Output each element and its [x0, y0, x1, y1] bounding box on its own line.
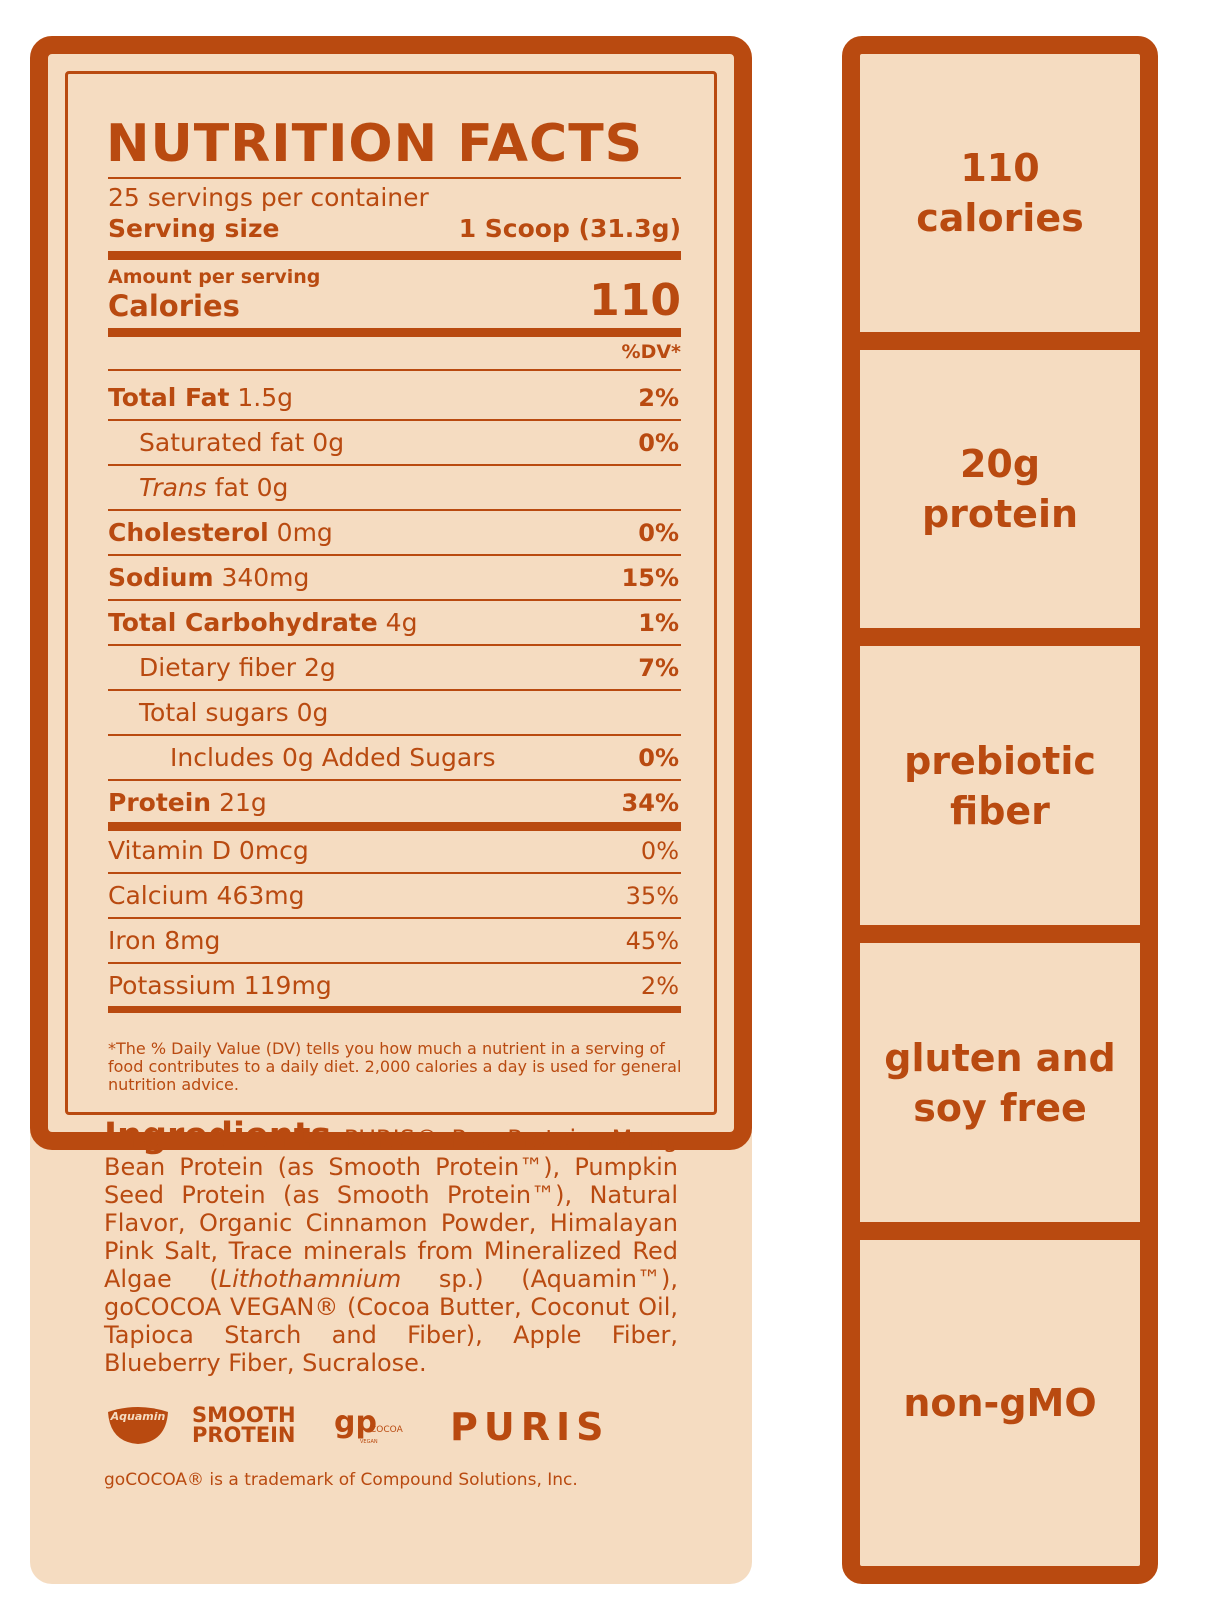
footer-thick-rule	[108, 1006, 681, 1013]
dv-footnote: *The % Daily Value (DV) tells you how much a nutrient in a serving of food contributes to a daily diet. 2,000 calories a day is used for general nutrition advice.	[108, 1039, 682, 1094]
claim-line1: non-gMO	[903, 1381, 1097, 1425]
nutrient-dv: 2%	[638, 384, 679, 412]
nutrient-name: Vitamin D 0mcg	[108, 836, 309, 865]
nutrient-row-protein	[108, 780, 681, 823]
puris-logo: PURIS	[450, 1405, 610, 1449]
nutrient-amount: 0mg	[276, 518, 333, 547]
ingredients-text-part2: sp.) (Aquamin™), goCOCOA VEGAN® (Cocoa Butter, Coconut Oil, Tapioca Starch and Fiber), Apple Fiber, Blueberry Fiber, Sucralose.	[104, 1265, 678, 1377]
nutrient-name: Sodium	[108, 563, 214, 592]
nutrient-dv: 1%	[638, 609, 679, 637]
nutrient-dv: 15%	[621, 564, 679, 592]
claim-divider	[860, 628, 1140, 646]
nutrient-row-added-sugars	[108, 735, 681, 781]
nutrient-amount: 340mg	[221, 563, 310, 592]
serving-thick-rule	[108, 251, 681, 260]
title-rule	[108, 177, 681, 179]
claim-prebiotic-fiber	[860, 646, 1140, 925]
serving-size-label: Serving size	[108, 214, 280, 243]
gococoa-mark: gp	[334, 1405, 377, 1440]
nutrient-name: Calcium 463mg	[108, 881, 305, 910]
dv-rule	[108, 369, 681, 371]
ingredients-text-italic: Lithothamnium	[218, 1265, 402, 1293]
nutrient-row-cholesterol	[108, 510, 681, 556]
nutrient-row-sodium	[108, 555, 681, 601]
nutrient-dv: 0%	[638, 429, 679, 457]
nutrient-dv: 0%	[638, 744, 679, 772]
nutrient-row-vitamin-d	[108, 828, 681, 874]
serving-size-value: 1 Scoop (31.3g)	[458, 214, 681, 243]
nutrient-row-total-sugars	[108, 690, 681, 736]
nutrient-row-calcium	[108, 873, 681, 919]
claim-non-gmo	[860, 1240, 1140, 1566]
nutrient-dv: 7%	[638, 654, 679, 682]
nutrient-row-total-fat	[108, 375, 681, 421]
nutrient-row-dietary-fiber	[108, 645, 681, 691]
nutrient-row-iron	[108, 918, 681, 964]
nutrient-dv: 2%	[640, 972, 679, 1000]
ingredients-heading: Ingredients	[104, 1116, 332, 1156]
claim-line2: soy free	[913, 1085, 1087, 1130]
nutrient-amount: 1.5g	[237, 383, 294, 412]
claim-divider	[860, 925, 1140, 943]
claims-panel	[842, 36, 1158, 1584]
nutrient-dv: 0%	[638, 519, 679, 547]
nutrient-dv: 34%	[621, 789, 679, 817]
nutrient-name: Cholesterol	[108, 518, 269, 547]
brand-logos	[106, 1400, 666, 1450]
claim-line1: 110	[960, 146, 1040, 190]
gococoa-logo	[334, 1405, 404, 1445]
calories-value: 110	[589, 275, 681, 326]
ingredients-paragraph	[104, 1116, 678, 1377]
trademark-notice: goCOCOA® is a trademark of Compound Solutions, Inc.	[104, 1470, 578, 1490]
nutrient-name: Iron 8mg	[108, 926, 221, 955]
claim-line2: fiber	[950, 788, 1050, 833]
nutrient-name: Total Carbohydrate	[108, 608, 378, 637]
claim-divider	[860, 332, 1140, 350]
nutrient-amount: 21g	[219, 788, 267, 817]
claim-line2: protein	[921, 492, 1079, 536]
nutrient-name: Total sugars 0g	[139, 698, 329, 727]
ingredients-text-part1: PURIS® Pea Protein, Mung Bean Protein (as Smooth Protein™), Pumpkin Seed Protein (as Smooth Protein™), Natural Flavor, Organic Cinnamon Powder, Himalayan Pink Salt, Trace minerals from Mineralized Red Algae (	[104, 1125, 678, 1293]
claim-line1: gluten and	[884, 1035, 1116, 1080]
nutrient-row-saturated-fat	[108, 420, 681, 466]
smooth-protein-line2: PROTEIN	[192, 1423, 296, 1447]
calories-label: Calories	[108, 289, 240, 323]
claim-calories	[860, 54, 1140, 332]
aquamin-logo	[108, 1407, 168, 1444]
nutrient-dv: 0%	[640, 837, 679, 865]
nutrient-dv: 35%	[625, 882, 679, 910]
amount-per-serving: Amount per serving	[108, 266, 321, 288]
nutrient-name: Dietary fiber 2g	[139, 653, 336, 682]
nutrient-name-italic: Trans	[139, 473, 207, 502]
gococoa-vegan: VEGAN	[360, 1439, 378, 1445]
nutrition-facts-inner-border	[65, 71, 717, 1115]
nutrition-facts-title: NUTRITION FACTS	[106, 114, 644, 174]
dv-header: %DV*	[621, 341, 681, 363]
nutrient-row-total-carbohydrate	[108, 600, 681, 646]
claim-divider	[860, 1222, 1140, 1240]
nutrient-name: Saturated fat 0g	[139, 428, 345, 457]
nutrient-amount: 4g	[385, 608, 418, 637]
gococoa-word: COCOA	[370, 1425, 403, 1435]
servings-per-container: 25 servings per container	[108, 183, 429, 212]
claim-line1: 20g	[959, 442, 1041, 486]
nutrition-facts-card	[30, 36, 752, 1150]
smooth-protein-line1: SMOOTH	[192, 1403, 296, 1427]
smooth-protein-logo	[192, 1403, 296, 1447]
aquamin-logo-text: Aquamin	[110, 1410, 166, 1423]
nutrient-row-trans-fat	[108, 465, 681, 511]
claim-gluten-soy-free	[860, 943, 1140, 1222]
nutrient-name: Protein	[108, 788, 212, 817]
claim-line1: prebiotic	[904, 738, 1096, 783]
nutrient-name: Potassium 119mg	[108, 971, 332, 1000]
nutrient-row-potassium	[108, 963, 681, 1006]
claim-protein	[860, 350, 1140, 628]
nutrient-name: Total Fat	[108, 383, 230, 412]
nutrient-name: fat 0g	[206, 473, 289, 502]
nutrient-name: Includes 0g Added Sugars	[170, 743, 496, 772]
brand-logos-svg	[106, 1400, 666, 1450]
claim-line2: calories	[916, 196, 1084, 240]
calories-thick-rule	[108, 328, 681, 337]
nutrient-dv: 45%	[625, 927, 679, 955]
